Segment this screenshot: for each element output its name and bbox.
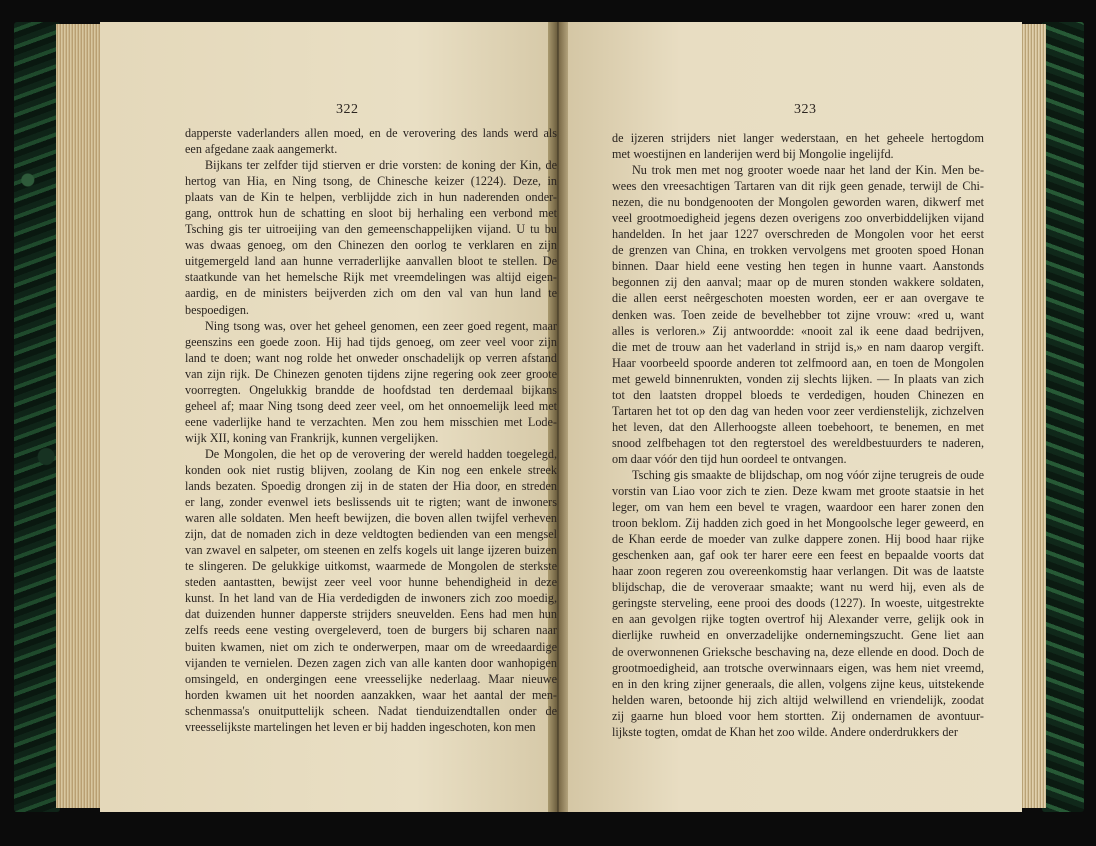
- text-line: nezen, die nu bondgenooten der Mongolen geworden waren, dikwerf met: [612, 195, 984, 210]
- text-line: troon beklom. Zij hadden zich goed in het Mongoolsche leger geweerd, en: [612, 516, 984, 531]
- text-line: helden waren, betoonde hij zich altijd welwillend en vriendelijk, zoodat: [612, 692, 984, 707]
- text-line: Tsching gis ter uitroeijing van den gemeenschappelijken vijand. U tu bu: [185, 222, 557, 237]
- text-line: uitgemergeld land aan hunne verraderlijke aanvallen bloot te stellen. De: [185, 254, 557, 269]
- text-line: vorstin van Liao voor zich te zien. Deze kwam met groote staatsie in het: [612, 484, 984, 499]
- text-line: kunst. In het land van de Hia verdedigden de inwoners zich zoo moedig,: [185, 591, 557, 606]
- text-line: geschenken aan, gaf ook ter harer eere een feest en bepaalde voorts dat: [612, 548, 984, 563]
- text-line: te slingeren. De gelukkige uitkomst, waarmede de Mongolen de sterkste: [185, 559, 557, 574]
- text-line: handelden. In het jaar 1227 overschreden de Mongolen voor het eerst: [612, 227, 984, 242]
- text-line: een afgedane zaak aangemerkt.: [185, 142, 338, 157]
- left-page-text: [185, 125, 557, 735]
- text-line: Ning tsong was, over het geheel genomen, een zeer goed regent, maar: [205, 318, 557, 333]
- text-line: buiten kwamen, niet om zich te onderwerpen, maar om de wreedaardige: [185, 639, 557, 654]
- text-line: Haar voorbeeld spoorde anderen tot zelfmoord aan, en toen de Mongolen: [612, 355, 984, 370]
- text-line: vreesselijkste martelingen het leven er bij hadden ingeschoten, kon men: [185, 719, 536, 734]
- page-number-right: 323: [794, 102, 817, 117]
- text-line: wijk XII, koning van Frankrijk, kunnen vergelijken.: [185, 430, 439, 445]
- marbled-board-left: [14, 22, 60, 812]
- text-line: De Mongolen, die het op de verovering der wereld hadden toegelegd,: [205, 446, 557, 461]
- text-line: plaats van de Kin te helpen, verblijdde zich in hun naderenden onder-: [185, 190, 557, 205]
- text-line: waren alle soldaten. Men heeft bewijzen, die boven allen twijfel verheven: [185, 511, 557, 526]
- text-line: leger, om van hem een bevel te vragen, waardoor een harer zonen den: [612, 500, 984, 515]
- text-line: geheel af; maar Ning tsong deed zeer veel, om het onnoemelijk leed met: [185, 398, 557, 413]
- text-line: Bijkans ter zelfder tijd stierven er drie vorsten: de koning der Kin, de: [205, 158, 557, 173]
- text-line: geenszins een goede zoon. Hij had tijds genoeg, om zeer veel voor zijn: [185, 334, 557, 349]
- text-line: land te doen; want nog rolde het onweder onschadelijk op verren afstand: [185, 350, 557, 365]
- marbled-board-right: [1042, 22, 1084, 812]
- text-line: wees den vreesachtigen Tartaren van dit rijk geen genade, terwijl de Chi-: [612, 179, 984, 194]
- text-line: was dwaas genoeg, om den Chinezen den oorlog te verklaren en zijn: [185, 238, 557, 253]
- text-line: aardig, en de ministers beijverden zich om den val van hun land te: [185, 286, 557, 301]
- text-line: omsingeld, en ondergingen eene vreesselijke nederlaag. Maar nieuwe: [185, 671, 557, 686]
- text-line: blijdschap, die de veroveraar smaakte; want nu werd hij, even als de: [612, 580, 984, 595]
- text-line: lijkste togten, omdat de Khan het zoo wilde. Andere onderdrukkers der: [612, 724, 958, 739]
- text-line: van zijn rijk. De Chinezen genoten tijdens zijne regering ook zeer groote: [185, 366, 557, 381]
- text-line: dierlijke ruwheid en onverzadelijke ondernemingszucht. Gene liet aan: [612, 628, 984, 643]
- text-line: Nu trok men met nog grooter woede naar het land der Kin. Men be-: [632, 163, 984, 178]
- text-line: bespoedigen.: [185, 302, 249, 317]
- text-line: horden kwamen uit het noorden aanzakken, waar het aantal der men-: [185, 687, 557, 702]
- text-line: snood zelfbehagen tot den regterstoel des wereldbestuurders te naderen,: [612, 435, 984, 450]
- text-line: de Khan eerde de moeder van zulke dappere zonen. Hij bood haar rijke: [612, 532, 984, 547]
- text-line: eene vaderlijke hand te verzachten. Men zou hem misschien met Lode-: [185, 414, 557, 429]
- text-line: zij gaarne hun bloed voor hem stortten. Zij ondernamen de avontuur-: [612, 708, 984, 723]
- text-line: om daar vóór den tijd hun oordeel te ontvangen.: [612, 451, 847, 466]
- text-line: en in den kring zijner generaals, die allen, volgens zijne keus, uitstekende: [612, 676, 984, 691]
- text-line: van zwavel en salpeter, om steenen en zelfs kogels uit lange ijzeren buizen: [185, 543, 557, 558]
- text-line: het leven, dat den Allerhoogste alleen toebehoort, te benemen, en met: [612, 419, 984, 434]
- text-line: de overwonnenen Grieksche beschaving na, deze ellende en dood. Doch de: [612, 644, 984, 659]
- page-edges-left: [56, 24, 104, 808]
- text-line: dapperste vaderlanders allen moed, en de verovering des lands werd als: [185, 126, 557, 140]
- text-line: hertog van Hia, en Ning tsong, de Chinesche keizer (1224). Deze, in: [185, 174, 557, 189]
- text-line: zelfs reeds eene vesting overgeleverd, toen de burgers bij scharen naar: [185, 623, 557, 638]
- text-line: geringste sterveling, eene prooi des doods (1227). In woeste, uitgestrekte: [612, 596, 984, 611]
- text-line: en aan gevolgen rijke togten overtrof hij Alexander verre, gelijk ook in: [612, 612, 984, 627]
- text-line: haar zoon regeren zou overeenkomstig haar verlangen. Dit was de laatste: [612, 564, 984, 579]
- text-line: de ijzeren strijders niet langer wederstaan, en het geheele hertogdom: [612, 131, 984, 145]
- text-line: konden ook niet rustig blijven, zoolang de Kin nog een enkele streek: [185, 462, 557, 477]
- text-line: schenmassa's onuitputtelijk scheen. Nadat tienduizendtallen onder de: [185, 703, 557, 718]
- text-line: lands bezaten. Spoedig drongen zij in de staten der Hia door, en streden: [185, 479, 557, 494]
- page-number-left: 322: [336, 102, 359, 117]
- text-line: vijanden te vernielen. Dezen zagen zich van alle kanten door wanhopigen: [185, 655, 557, 670]
- text-line: Tsching gis smaakte de blijdschap, om nog vóór zijne terugreis de oude: [632, 467, 984, 482]
- text-line: begonnen zij den aanval; maar op de muren stonden wakkere soldaten,: [612, 275, 984, 290]
- text-line: staatkunde van het hemelsche Rijk met vreemdelingen was altijd eigen-: [185, 270, 557, 285]
- text-line: denken was. Toen zeide de bevelhebber tot zijne vrouw: «red u, want: [612, 307, 984, 322]
- text-line: zijn, dat de nomaden zich in deze veldtogten bedienden van een mengsel: [185, 527, 557, 542]
- text-line: steden aantastten, bewijst zeer veel voor hunne behendigheid in deze: [185, 575, 557, 590]
- page-edges-right: [1018, 24, 1046, 808]
- text-line: de grenzen van China, en trokken vervolgens met grooten spoed Honan: [612, 243, 984, 258]
- text-line: grootmoedigheid, aan trotsche overwinnaars eigen, was hem niet vreemd,: [612, 660, 984, 675]
- text-line: veel grootmoedigheid jegens dezen overigens zoo onverbiddelijken vijand: [612, 211, 984, 226]
- text-line: er lang, zonder evenwel iets beslissends uit te rigten; want de inwoners: [185, 495, 557, 510]
- text-line: binnen. Daar hield eene vesting hen tegen in hunne vaart. Aanstonds: [612, 259, 984, 274]
- text-line: die allen eerst neêrgeschoten moesten worden, eer er aan overgave te: [612, 291, 984, 306]
- text-line: dat duizenden hunner dapperste strijders sneuvelden. Eens had men hun: [185, 607, 557, 622]
- text-line: alles is verloren.» Zij antwoordde: «nooit zal ik eene daad bedrijven,: [612, 323, 984, 338]
- text-line: voorregten. Ongelukkig brandde de hoofdstad ten derdemaal bijkans: [185, 382, 557, 397]
- text-line: Tartaren het tot op den dag van heden voor zeer verdienstelijk, zichzelven: [612, 403, 984, 418]
- text-line: tot den laatsten droppel bloeds te verdedigen, houden Chinezen en: [612, 387, 984, 402]
- right-page-text: [612, 130, 984, 740]
- text-line: die met de trouw aan het vaderland in strijd is,» en nam daarop vergift.: [612, 339, 984, 354]
- text-line: gang, onttrok hun de schatting en sloot bij herhaling een verbond met: [185, 206, 557, 221]
- text-line: met woestijnen en landerijen werd bij Mongolie ingelijfd.: [612, 147, 894, 162]
- text-line: met geweld binnenrukten, vonden zij slechts lijken. — In plaats van zich: [612, 371, 984, 386]
